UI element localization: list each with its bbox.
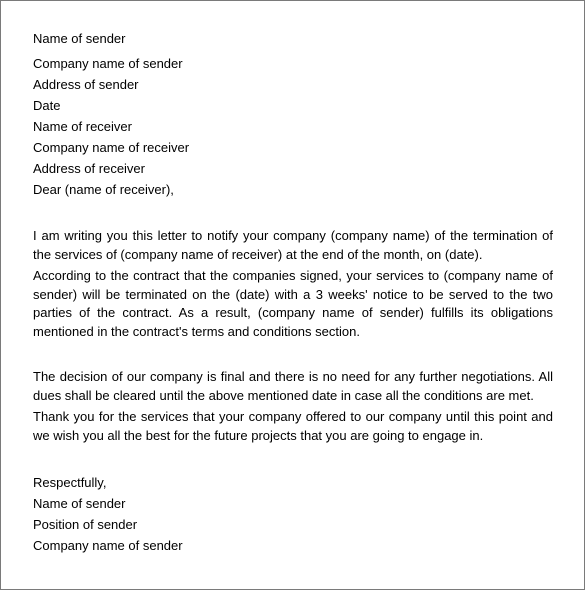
paragraph-thanks: Thank you for the services that your company offered to our company until this point and we wish you all the best for the future projects that you are going to engage in.: [33, 409, 553, 443]
letter-date: Date: [33, 98, 61, 113]
signature-sender-position: Position of sender: [33, 517, 138, 532]
signature-sender-company: Company name of sender: [33, 538, 183, 553]
receiver-address: Address of receiver: [33, 161, 145, 176]
signature-sender-name: Name of sender: [33, 496, 126, 511]
valediction: Respectfully,: [33, 475, 107, 490]
paragraph-decision: The decision of our company is final and there is no need for any further negotiations. All dues shall be cleared until the above mentioned date in case all the conditions are met.: [33, 369, 553, 403]
paragraph-notification: I am writing you this letter to notify your company (company name) of the termination of the services of (company name of receiver) at the end of the month, on (date).: [33, 228, 553, 262]
salutation: Dear (name of receiver),: [33, 182, 174, 197]
sender-company: Company name of sender: [33, 56, 183, 71]
letter-content: [33, 28, 553, 556]
paragraph-contract: According to the contract that the companies signed, your services to (company name of sender) will be terminated on the (date) with a 3 weeks' notice to be served to the two parties of the contract. As a result, (company name of sender) fulfills its obligations mentioned in the contract's terms and conditions section.: [33, 268, 553, 339]
receiver-company: Company name of receiver: [33, 140, 190, 155]
sender-name: Name of sender: [33, 31, 126, 46]
sender-address: Address of sender: [33, 77, 139, 92]
receiver-name: Name of receiver: [33, 119, 132, 134]
